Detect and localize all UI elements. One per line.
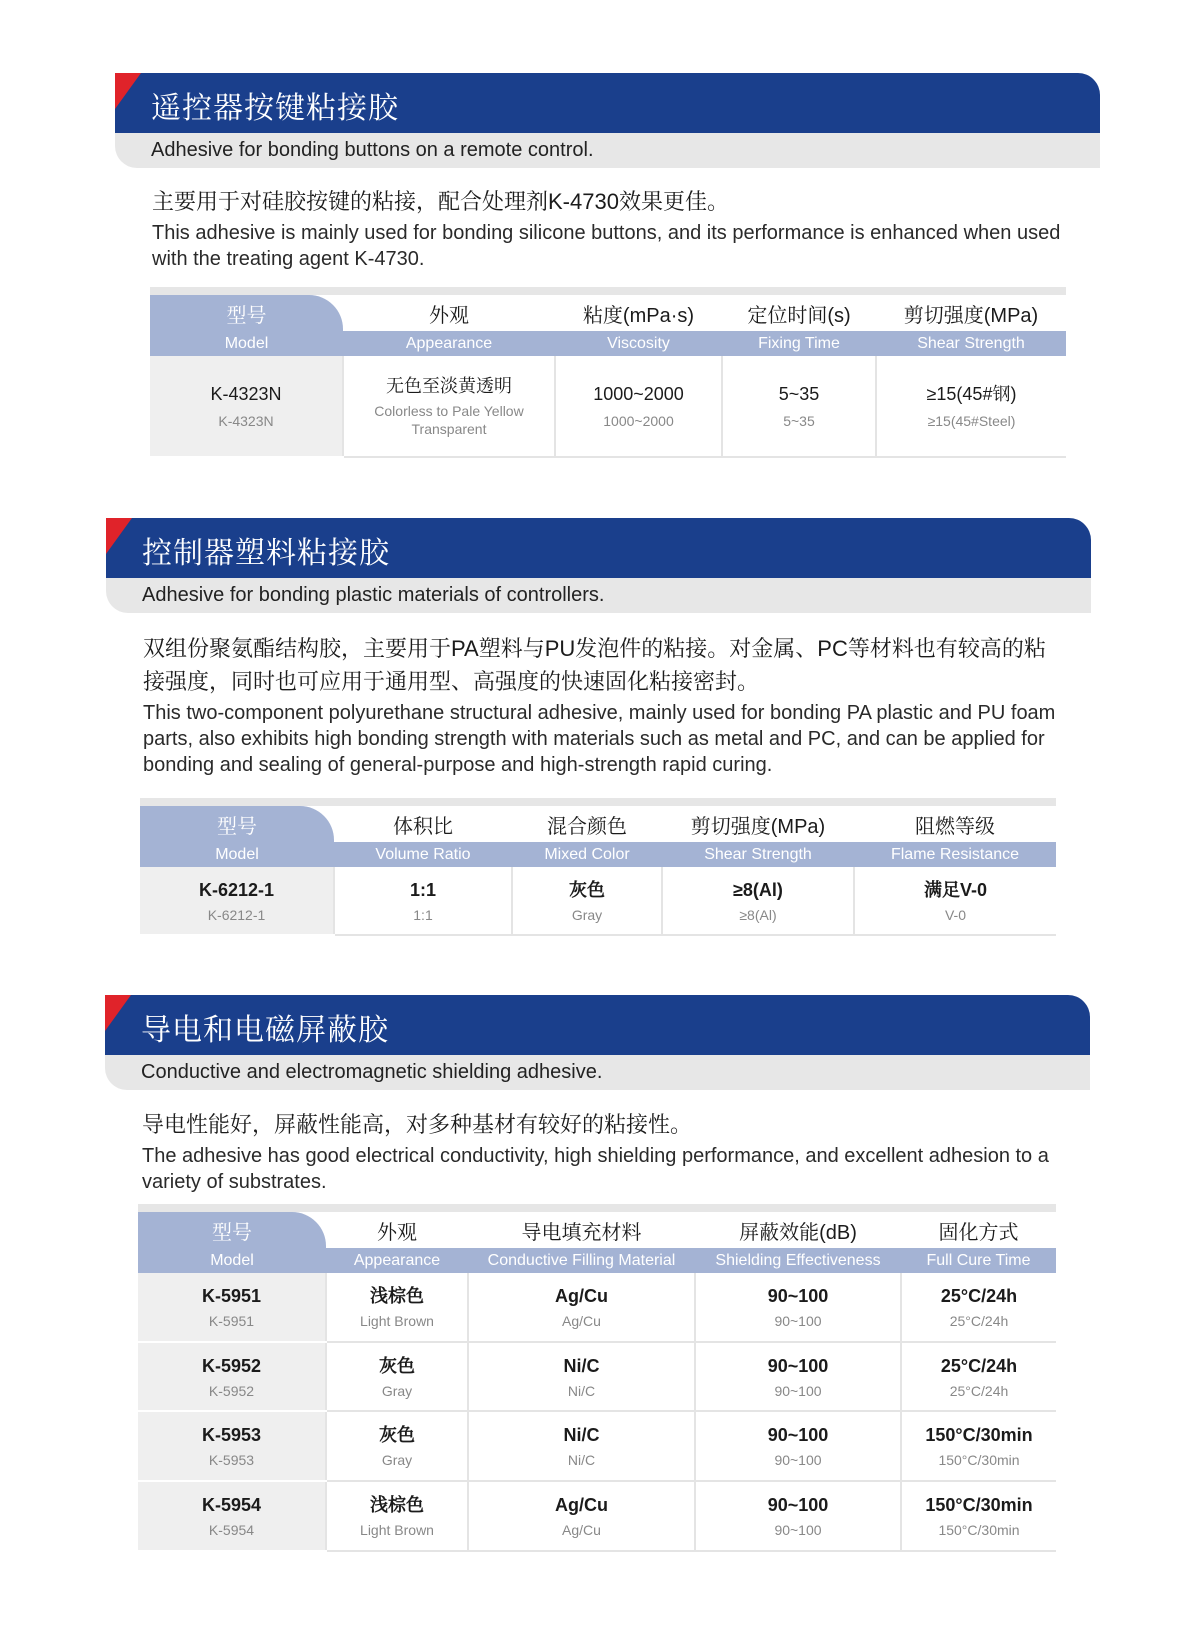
table-header-row	[140, 806, 1056, 842]
header-col-en: Flame Resistance	[854, 842, 1056, 867]
section-title: 导电和电磁屏蔽胶	[141, 1014, 389, 1047]
cell-cure-time: 25°C/24h 25°C/24h	[901, 1273, 1056, 1342]
section-subtitle: Adhesive for bonding plastic materials of controllers.	[142, 584, 605, 606]
description-cn: 双组份聚氨酯结构胶，主要用于PA塑料与PU发泡件的粘接。对金属、PC等材料也有较高的粘接强度，同时也可应用于通用型、高强度的快速固化粘接密封。	[143, 636, 1046, 694]
cell-appearance: 灰色 Gray	[326, 1342, 468, 1411]
cell-model: K-5951 K-5951	[138, 1273, 326, 1342]
cell-model: K-5954 K-5954	[138, 1481, 326, 1551]
table-row	[138, 1411, 1056, 1481]
header-model-en: Model	[140, 842, 334, 867]
subtitle-bar	[115, 133, 1100, 168]
cell-filler: Ni/C Ni/C	[468, 1342, 695, 1411]
red-corner-flag	[115, 73, 141, 109]
cell-fixing-time: 5~35 5~35	[722, 356, 876, 457]
section-subtitle: Adhesive for bonding buttons on a remote control.	[151, 139, 594, 161]
cell-shielding: 90~100 90~100	[695, 1481, 901, 1551]
table-row	[140, 867, 1056, 935]
header-col-en: Shear Strength	[876, 331, 1066, 356]
section-subtitle: Conductive and electromagnetic shielding adhesive.	[141, 1061, 603, 1083]
section-description	[152, 185, 1064, 272]
cell-appearance: 灰色 Gray	[326, 1411, 468, 1481]
description-en: The adhesive has good electrical conductivity, high shielding performance, and excellent adhesion to a variety of substrates.	[142, 1145, 1049, 1193]
header-col: 屏蔽效能(dB)	[695, 1212, 901, 1248]
header-model: 型号	[150, 295, 343, 331]
section-remote-buttons	[115, 73, 1100, 168]
section-conductive-shielding	[105, 995, 1090, 1090]
header-model-en: Model	[150, 331, 343, 356]
header-col: 外观	[326, 1212, 468, 1248]
header-col-en: Appearance	[326, 1248, 468, 1273]
header-col: 定位时间(s)	[722, 295, 876, 331]
table-header-row-en	[140, 842, 1056, 867]
header-model: 型号	[138, 1212, 326, 1248]
table-header-row-en	[138, 1248, 1056, 1273]
header-col: 混合颜色	[512, 806, 662, 842]
cell-shielding: 90~100 90~100	[695, 1411, 901, 1481]
table-row	[138, 1342, 1056, 1411]
description-en: This adhesive is mainly used for bonding silicone buttons, and its performance is enhanced when used with the treating agent K-4730.	[152, 222, 1061, 270]
header-model: 型号	[140, 806, 334, 842]
subtitle-bar	[105, 1055, 1090, 1090]
header-col-en: Fixing Time	[722, 331, 876, 356]
cell-cure-time: 150°C/30min 150°C/30min	[901, 1481, 1056, 1551]
cell-model: K-5953 K-5953	[138, 1411, 326, 1481]
cell-shear-strength: ≥8(Al) ≥8(Al)	[662, 867, 854, 935]
cell-model: K-4323N K-4323N	[150, 356, 343, 457]
header-col: 剪切强度(MPa)	[662, 806, 854, 842]
spec-table	[140, 798, 1056, 936]
header-col-en: Volume Ratio	[334, 842, 512, 867]
header-col: 体积比	[334, 806, 512, 842]
cell-flame-resistance: 满足V-0 V-0	[854, 867, 1056, 935]
header-col: 剪切强度(MPa)	[876, 295, 1066, 331]
cell-viscosity: 1000~2000 1000~2000	[555, 356, 722, 457]
cell-model: K-5952 K-5952	[138, 1342, 326, 1411]
header-col-en: Conductive Filling Material	[468, 1248, 695, 1273]
section-controller-plastics	[106, 518, 1091, 613]
description-cn: 主要用于对硅胶按键的粘接，配合处理剂K-4730效果更佳。	[152, 189, 729, 214]
spec-table	[150, 287, 1066, 458]
cell-cure-time: 25°C/24h 25°C/24h	[901, 1342, 1056, 1411]
section-description	[142, 1108, 1062, 1195]
spec-table	[138, 1204, 1056, 1552]
table-header-row	[150, 295, 1066, 331]
cell-volume-ratio: 1:1 1:1	[334, 867, 512, 935]
section-description	[143, 632, 1063, 778]
red-corner-flag	[105, 995, 131, 1031]
header-col: 粘度(mPa·s)	[555, 295, 722, 331]
table-row	[150, 356, 1066, 457]
cell-appearance: 无色至淡黄透明 Colorless to Pale Yellow Transparent	[343, 356, 555, 457]
description-en: This two-component polyurethane structural adhesive, mainly used for bonding PA plastic and PU foam parts, also exhibits high bonding strength with materials such as metal and PC, and can be applied for bonding and sealing of general-purpose and high-strength rapid curing.	[143, 702, 1056, 776]
table-row	[138, 1273, 1056, 1342]
cell-cure-time: 150°C/30min 150°C/30min	[901, 1411, 1056, 1481]
cell-filler: Ag/Cu Ag/Cu	[468, 1481, 695, 1551]
header-col-en: Full Cure Time	[901, 1248, 1056, 1273]
cell-shielding: 90~100 90~100	[695, 1273, 901, 1342]
header-col-en: Shielding Effectiveness	[695, 1248, 901, 1273]
cell-shear-strength: ≥15(45#钢) ≥15(45#Steel)	[876, 356, 1066, 457]
header-col-en: Mixed Color	[512, 842, 662, 867]
description-cn: 导电性能好，屏蔽性能高，对多种基材有较好的粘接性。	[142, 1112, 693, 1137]
red-corner-flag	[106, 518, 132, 554]
header-model-en: Model	[138, 1248, 326, 1273]
header-col-en: Shear Strength	[662, 842, 854, 867]
header-col: 阻燃等级	[854, 806, 1056, 842]
cell-appearance: 浅棕色 Light Brown	[326, 1273, 468, 1342]
header-col: 导电填充材料	[468, 1212, 695, 1248]
section-title: 遥控器按键粘接胶	[151, 92, 399, 125]
cell-filler: Ag/Cu Ag/Cu	[468, 1273, 695, 1342]
section-header	[106, 518, 1091, 613]
section-header	[105, 995, 1090, 1090]
subtitle-bar	[106, 578, 1091, 613]
cell-appearance: 浅棕色 Light Brown	[326, 1481, 468, 1551]
cell-model: K-6212-1 K-6212-1	[140, 867, 334, 935]
cell-mixed-color: 灰色 Gray	[512, 867, 662, 935]
table-header-row	[138, 1212, 1056, 1248]
table-row	[138, 1481, 1056, 1551]
section-header	[115, 73, 1100, 168]
header-col-en: Viscosity	[555, 331, 722, 356]
header-col: 外观	[343, 295, 555, 331]
header-col: 固化方式	[901, 1212, 1056, 1248]
header-col-en: Appearance	[343, 331, 555, 356]
section-title: 控制器塑料粘接胶	[142, 537, 390, 570]
table-header-row-en	[150, 331, 1066, 356]
cell-shielding: 90~100 90~100	[695, 1342, 901, 1411]
cell-filler: Ni/C Ni/C	[468, 1411, 695, 1481]
